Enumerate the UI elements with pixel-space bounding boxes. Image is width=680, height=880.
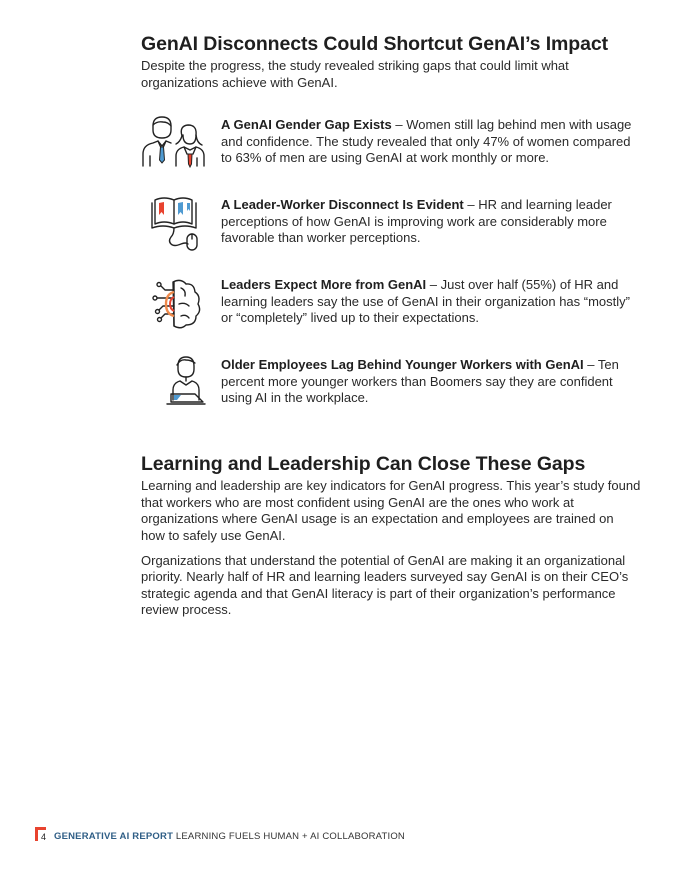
brain-circuit-icon <box>141 274 209 334</box>
disconnect-list <box>141 117 641 437</box>
item-heading: Older Employees Lag Behind Younger Workers with GenAI <box>221 357 584 373</box>
section-paragraph: Organizations that understand the potential of GenAI are making it an organizational priority. Nearly half of HR and learning leaders surveyed say GenAI is on their CEO’s strategic agenda and that GenAI literacy is part of their organization’s performance review process. <box>141 552 629 618</box>
item-heading: Leaders Expect More from GenAI <box>221 277 427 293</box>
list-item <box>141 357 641 437</box>
item-text <box>221 277 641 327</box>
section-leadership <box>141 453 641 619</box>
report-subtitle: LEARNING FUELS HUMAN + AI COLLABORATION <box>173 831 405 842</box>
report-name: GENERATIVE AI REPORT <box>54 831 174 842</box>
worker-laptop-icon <box>141 354 209 414</box>
item-text <box>221 357 641 407</box>
page-number: 4 <box>41 832 47 842</box>
section-title-disconnects: GenAI Disconnects Could Shortcut GenAI’s Impact <box>141 33 608 55</box>
book-mouse-icon <box>141 194 209 254</box>
item-body: – Ten percent more younger workers than Boomers say they are confident using AI in the workplace. <box>221 357 619 406</box>
gender-people-icon <box>141 114 209 174</box>
item-body: – Just over half (55%) of HR and learning leaders say the use of GenAI in their organization has “mostly” or “completely” lived up to their expectations. <box>221 277 630 326</box>
list-item <box>141 277 641 357</box>
item-text <box>221 197 641 247</box>
list-item <box>141 117 641 197</box>
footer-title <box>54 829 405 845</box>
section-lead: Despite the progress, the study revealed striking gaps that could limit what organizations achieve with GenAI. <box>141 58 569 90</box>
item-body: – Women still lag behind men with usage and confidence. The study revealed that only 47% of women compared to 63% of men are using GenAI at work monthly or more. <box>221 117 632 166</box>
item-body: – HR and learning leader perceptions of how GenAI is improving work are considerably more favorable than worker perceptions. <box>221 197 612 246</box>
item-text <box>221 117 641 167</box>
item-heading: A Leader-Worker Disconnect Is Evident <box>221 197 464 213</box>
item-heading: A GenAI Gender Gap Exists <box>221 117 392 133</box>
list-item <box>141 197 641 277</box>
section-paragraph: Learning and leadership are key indicators for GenAI progress. This year’s study found that workers who are most confident using GenAI are the ones who work at organizations where GenAI usage is an expectation and employees are trained on how to safely use GenAI. <box>141 478 641 543</box>
page-content <box>141 33 641 619</box>
section-title-leadership: Learning and Leadership Can Close These Gaps <box>141 453 586 476</box>
